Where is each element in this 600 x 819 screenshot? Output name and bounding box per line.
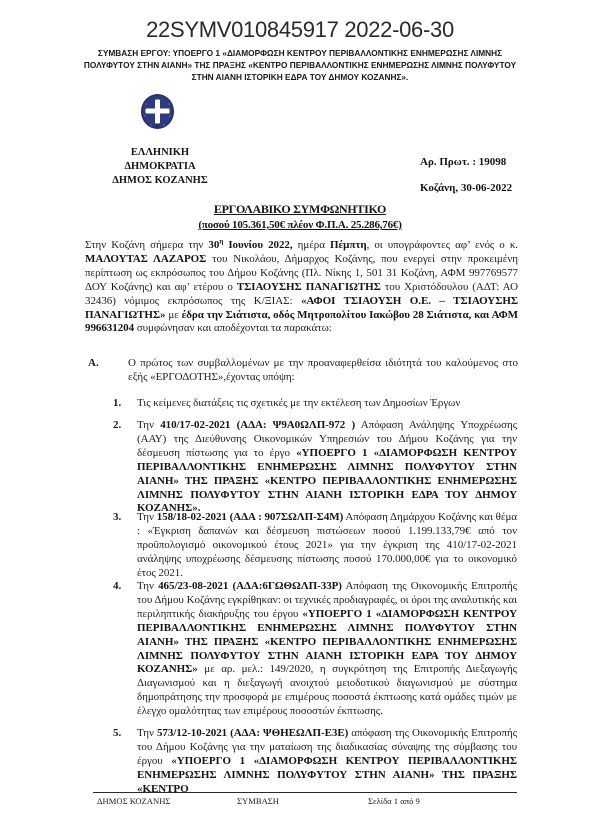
registry-number: 22SYMV010845917 2022-06-30 (146, 17, 454, 42)
list-item (113, 580, 517, 719)
footer-municipality: ΔΗΜΟΣ ΚΟΖΑΝΗΣ (97, 796, 171, 806)
list-item-text: Την 410/17-02-2021 (ΑΔΑ: Ψ9Α0ΩΛΠ-972 ) Απόφαση Ανάληψης Υποχρέωσης (ΑΑΥ) της Διεύθυνσης Οικονομικών Υπηρεσιών του Δήμου Κοζάνης για την δέσμευση πίστωσης για το έργο «ΥΠΟΕΡΓΟ 1 «ΔΙΑΜΟΡΦΩΣΗ ΚΕΝΤΡΟΥ ΠΕΡΙΒΑΛΛΟΝΤΙΚΗΣ ΕΝΗΜΕΡΩΣΗΣ ΛΙΜΝΗΣ ΠΟΛΥΦΥΤΟΥ ΣΤΗΝ ΑΙΑΝΗ» ΤΗΣ ΠΡΑΞΗΣ «ΚΕΝΤΡΟ ΠΕΡΙΒΑΛΛΟΝΤΙΚΗΣ ΕΝΗΜΕΡΩΣΗΣ ΛΙΜΝΗΣ ΠΟΛΥΦΥΤΟΥ ΣΤΗΝ ΑΙΑΝΗ ΙΣΤΟΡΙΚΗ ΕΔΡΑ ΤΟΥ ΔΗΜΟΥ ΚΟΖΑΝΗΣ». (137, 419, 518, 515)
list-item (113, 511, 517, 581)
list-item-text: Τις κείμενες διατάξεις τις σχετικές με την εκτέλεση των Δημοσίων Έργων (137, 397, 461, 409)
footer-divider (93, 792, 517, 793)
issuing-authority (96, 146, 224, 188)
contract-note-line: ΠΟΛΥΦΥΤΟΥ ΣΤΗΝ ΑΙΑΝΗ» ΤΗΣ ΠΡΑΞΗΣ «ΚΕΝΤΡΟ ΠΕΡΙΒΑΛΛΟΝΤΙΚΗΣ ΕΝΗΜΕΡΩΣΗΣ ΛΙΜΝΗΣ ΠΟΛΥΦΥΤΟΥ (83, 60, 517, 70)
list-item-number: 4. (113, 580, 122, 592)
section-a (88, 357, 518, 385)
municipality-emblem-icon (139, 92, 176, 132)
protocol-block (420, 156, 512, 194)
list-item (113, 397, 517, 411)
section-a-text: Ο πρώτος των συμβαλλομένων με την προαναφερθείσα ιδιότητά του καλούμενος στο εξής «ΕΡΓΟΔΟΤΗΣ»,έχοντας υπόψη: (128, 357, 518, 383)
footer-doc-type: ΣΥΜΒΑΣΗ (237, 796, 279, 806)
list-item (113, 419, 517, 516)
list-item-number: 3. (113, 511, 122, 523)
protocol-number: Αρ. Πρωτ. : 19098 (420, 156, 507, 168)
document-date: Κοζάνη, 30-06-2022 (420, 182, 513, 194)
footer-page-number: Σελίδα 1 από 9 (368, 796, 420, 806)
list-item-number: 2. (113, 419, 122, 431)
authority-municipality-label: ΔΗΜΟΣ ΚΟΖΑΝΗΣ (112, 175, 208, 186)
list-item-number: 1. (113, 397, 122, 409)
contract-header-note (70, 47, 530, 83)
list-item-text: Την 158/18-02-2021 (ΑΔΑ : 907ΣΩΛΠ-Σ4Μ) Απόφαση Δημάρχου Κοζάνης και θέμα : «Έγκριση δαπανών και δέσμευση πιστώσεων ποσού 1.199.133,79€ από τον προϋπολογισμό οικονομικού έτους 2021» για την έγκριση της 410/17-02-2021 ανάληψης υποχρέωσης δέσμευσης πίστωσης ποσού 170.000,00€ για το οικονομικό έτος 2021. (137, 511, 518, 579)
list-item (113, 727, 517, 797)
authority-country-label: ΕΛΛΗΝΙΚΗ ΔΗΜΟΚΡΑΤΙΑ (124, 147, 196, 172)
intro-paragraph: Στην Κοζάνη σήμερα την $30^\eta$ Ιουνίου 2022, ημέρα Πέμπτη, οι υπογράφοντες αφ’ ενός ο κ. ΜΑΛΟΥΤΑΣ ΛΑΖΑΡΟΣ του Νικολάου, Δήμαρχος Κοζάνης, που ενεργεί στην προκειμένη περίπτωση ως εκπρόσωπος του Δήμου Κοζάνης (Πλ. Νίκης 1, 501 31 Κοζάνη, ΑΦΜ 997769577 ΔΟΥ Κοζάνης) και αφ’ ετέρου ο ΤΣΙΑΟΥΣΗΣ ΠΑΝΑΓΙΩΤΗΣ του Χριστόδουλου (ΑΔΤ: ΑΟ 32436) νόμιμος εκπρόσωπος της Κ/ΞΙΑΣ: «ΑΦΟΙ ΤΣΙΑΟΥΣΗ Ο.Ε. – ΤΣΙΑΟΥΣΗΣ ΠΑΝΑΓΙΩΤΗΣ» με έδρα την Σιάτιστα, οδός Μητροπολίτου Ιακώβου 28 Σιάτιστα, και ΑΦΜ 996631204 συμφώνησαν και αποδέχονται τα παρακάτω: (85, 237, 519, 335)
contract-note-line: ΣΤΗΝ ΑΙΑΝΗ ΙΣΤΟΡΙΚΗ ΕΔΡΑ ΤΟΥ ΔΗΜΟΥ ΚΟΖΑΝΗΣ». (191, 72, 409, 82)
contract-note-line: ΣΥΜΒΑΣΗ ΕΡΓΟΥ: ΥΠΟΕΡΓΟ 1 «ΔΙΑΜΟΡΦΩΣΗ ΚΕΝΤΡΟΥ ΠΕΡΙΒΑΛΛΟΝΤΙΚΗΣ ΕΝΗΜΕΡΩΣΗΣ ΛΙΜΝΗΣ (97, 48, 503, 58)
document-amount-subtitle: (ποσού 105.361,50€ πλέον Φ.Π.Α. 25.286,76€) (198, 219, 402, 231)
document-title: ΕΡΓΟΛΑΒΙΚΟ ΣΥΜΦΩΝΗΤΙΚΟ (213, 202, 387, 216)
list-item-text: Την 573/12-10-2021 (ΑΔΑ: ΨΘΗΕΩΛΠ-Ε3Ε) απόφαση της Οικονομικής Επιτροπής του Δήμου Κοζάνης για την ματαίωση της διαδικασίας σύναψης της σύμβασης του έργου «ΥΠΟΕΡΓΟ 1 «ΔΙΑΜΟΡΦΩΣΗ ΚΕΝΤΡΟΥ ΠΕΡΙΒΑΛΛΟΝΤΙΚΗΣ ΕΝΗΜΕΡΩΣΗΣ ΛΙΜΝΗΣ ΠΟΛΥΦΥΤΟΥ ΣΤΗΝ ΑΙΑΝΗ» ΤΗΣ ΠΡΑΞΗΣ «ΚΕΝΤΡΟ (137, 727, 518, 795)
list-item-number: 5. (113, 727, 122, 739)
list-item-text: Την 465/23-08-2021 (ΑΔΑ:6ΓΩΘΩΛΠ-33Ρ) Απόφαση της Οικονομικής Επιτροπής του Δήμου Κοζάνης εγκρίθηκαν: οι τεχνικές προδιαγραφές, οι όροι της αναλυτικής και περιληπτικής διακήρυξης του έργου «ΥΠΟΕΡΓΟ 1 «ΔΙΑΜΟΡΦΩΣΗ ΚΕΝΤΡΟΥ ΠΕΡΙΒΑΛΛΟΝΤΙΚΗΣ ΕΝΗΜΕΡΩΣΗΣ ΛΙΜΝΗΣ ΠΟΛΥΦΥΤΟΥ ΣΤΗΝ ΑΙΑΝΗ» ΤΗΣ ΠΡΑΞΗΣ «ΚΕΝΤΡΟ ΠΕΡΙΒΑΛΛΟΝΤΙΚΗΣ ΕΝΗΜΕΡΩΣΗΣ ΛΙΜΝΗΣ ΠΟΛΥΦΥΤΟΥ ΣΤΗΝ ΑΙΑΝΗ ΙΣΤΟΡΙΚΗ ΕΔΡΑ ΤΟΥ ΔΗΜΟΥ ΚΟΖΑΝΗΣ» με αρ. μελ.: 149/2020, η συγκρότηση της Επιτροπής Διεξαγωγής Διαγωνισμού και η διεξαγωγή ανοιχτού μειοδοτικού διαγωνισμού με σύστημα δημοπράτησης την προσφορά με επιμέρους ποσοστά έκπτωσης κατά ομάδες τιμών με έλεγχο ομαλότητας των επιμέρους ποσοστών έκπτωσης. (137, 580, 517, 718)
section-a-label: Α. (88, 357, 99, 369)
document-title-block (0, 202, 600, 231)
